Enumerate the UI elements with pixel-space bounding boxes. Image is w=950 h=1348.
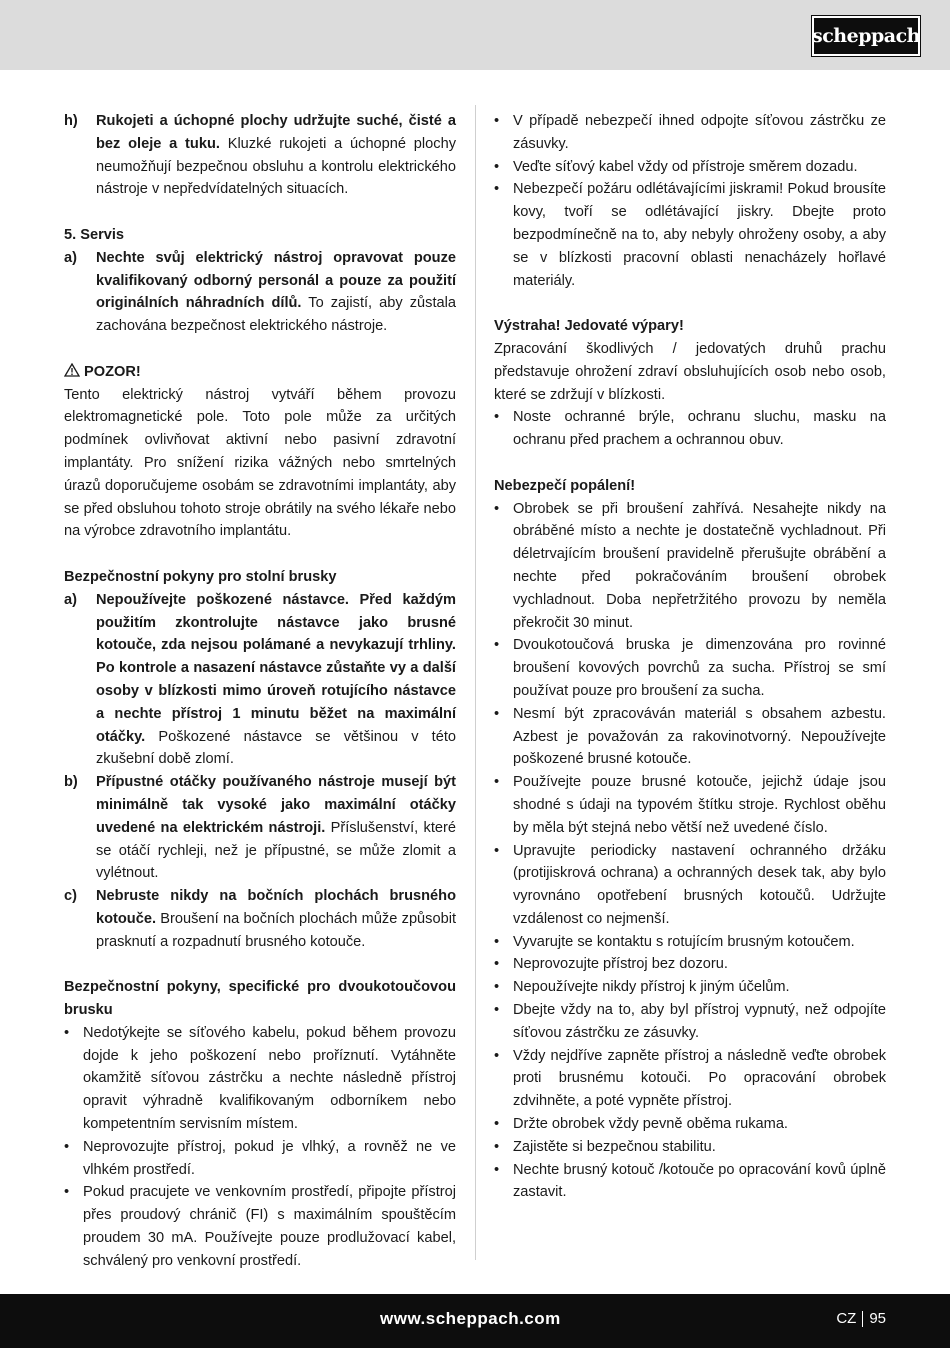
bullet-text: Nebezpečí požáru odlétávajícími jiskrami! Pokud brousíte kovy, tvoří se odlétávající jiskry. Dbejte proto bezpodmínečně na to, aby nebyly ohroženy osoby, a aby se v blízkosti pracovní oblasti nenacházely hořlavé materiály. — [513, 181, 886, 289]
left-column — [64, 110, 456, 1273]
rule-text: Kluzké rukojeti a úchopné plochy neumožňují bezpečnou obsluhu a kontrolu elektrického nástroje v nepředvídatelných situacích. — [96, 135, 456, 198]
rule-h — [64, 110, 456, 201]
rule-bold: Nebruste nikdy na bočních plochách brusného kotouče. — [96, 888, 456, 927]
bullet-item — [494, 999, 886, 1045]
bullet-item — [494, 953, 886, 976]
fumes-heading: Výstraha! Jedovaté výpary! — [494, 318, 684, 335]
bullet-item — [494, 771, 886, 839]
bullet-text: Nepoužívejte nikdy přístroj k jiným účelům. — [513, 979, 790, 996]
scheppach-logo — [812, 16, 920, 56]
rule-bold: Přípustné otáčky používaného nástroje musejí být minimálně tak vysoké jako maximální otáčky uvedené na elektrickém nástroji. — [96, 774, 456, 836]
pozor-heading — [64, 361, 456, 384]
bullet-dot-icon: • — [494, 637, 500, 654]
bullet-item — [494, 703, 886, 771]
bullet-item — [64, 1136, 456, 1182]
bullet-text: Nedotýkejte se síťového kabelu, pokud během provozu dojde k jeho poškození nebo proříznutí. Vytáhněte okamžitě síťovou zástrčku a nechte následně přístroj opravit výhradně kvalifikovaným odborníkem nebo kompetentním servisním místem. — [83, 1024, 456, 1133]
bullet-item — [494, 840, 886, 931]
bullet-item — [494, 1045, 886, 1113]
bullet-item — [494, 1136, 886, 1159]
bullet-item — [494, 498, 886, 635]
rule-item — [64, 885, 456, 953]
rule-item — [64, 771, 456, 885]
bullet-text: Držte obrobek vždy pevně oběma rukama. — [513, 1116, 788, 1133]
bullet-dot-icon: • — [494, 842, 500, 859]
bullet-text: Nechte brusný kotouč /kotouče po opracování kovů úplně zastavit. — [513, 1161, 886, 1201]
bullet-dot-icon: • — [494, 1002, 500, 1019]
bullet-item — [494, 1113, 886, 1136]
rule-label: b) — [64, 774, 78, 791]
page-footer — [0, 1294, 950, 1348]
servis-heading: 5. Servis — [64, 226, 125, 243]
bullet-dot-icon: • — [494, 705, 500, 722]
language-code: CZ — [836, 1310, 857, 1327]
bullet-item — [494, 178, 886, 292]
bullet-dot-icon: • — [494, 409, 500, 426]
bullet-dot-icon: • — [494, 158, 500, 175]
rule-item — [64, 589, 456, 771]
bullet-dot-icon: • — [494, 956, 500, 973]
bullet-item — [494, 110, 886, 156]
fumes-text: Zpracování škodlivých / jedovatých druhů prachu představuje ohrožení zdraví obsluhujících osob nebo osob, které se zdržují v blízkosti. — [494, 340, 886, 403]
pozor-title: POZOR! — [84, 363, 141, 380]
bullet-text: Dvoukotoučová bruska je dimenzována pro rovinné broušení kovových povrchů za sucha. Přístroj se smí používat pouze pro broušení za sucha. — [513, 637, 886, 699]
bullet-dot-icon: • — [494, 113, 500, 129]
bullet-dot-icon: • — [494, 181, 500, 198]
rule-text: Příslušenství, které se otáčí rychleji, než je přípustné, se může zlomit a vylétnout. — [96, 819, 456, 882]
bullet-text: Noste ochranné brýle, ochranu sluchu, masku na ochranu před prachem a ochrannou obuv. — [513, 409, 886, 449]
burn-heading: Nebezpečí popálení! — [494, 477, 636, 494]
bullet-item — [64, 1181, 456, 1272]
rule-text: Broušení na bočních plochách může způsobit prasknutí a rozpadnutí brusného kotouče. — [96, 910, 456, 950]
bullet-text: Dbejte vždy na to, aby byl přístroj vypnutý, než odpojíte síťovou zástrčku ze zásuvky. — [513, 1002, 886, 1041]
bench-list — [64, 589, 456, 954]
bullet-text: Vyvarujte se kontaktu s rotujícím brusným kotoučem. — [513, 933, 855, 950]
bullet-text: Upravujte periodicky nastavení ochranného držáku (protijiskrová ochrana) a ochranných desek tak, aby bylo vyrovnáno opotřebení brusných kotoučů. Udržujte vzdálenost co nejmenší. — [513, 842, 886, 927]
bullet-text: Vždy nejdříve zapněte přístroj a následně veďte obrobek proti brusnému kotouči. Po opracování obrobek zdvihněte, a poté vypněte přístroj. — [513, 1047, 886, 1110]
bullet-dot-icon: • — [494, 500, 500, 517]
double-list — [64, 1022, 456, 1273]
rule-label: h) — [64, 113, 78, 129]
bullet-text: Zajistěte si bezpečnou stabilitu. — [513, 1138, 716, 1155]
bullet-dot-icon: • — [494, 1047, 500, 1064]
page-info — [836, 1310, 886, 1327]
bullet-text: Pokud pracujete ve venkovním prostředí, připojte přístroj přes proudový chránič (FI) s maximálním spouštěcím proudem 30 mA. Používejte pouze prodlužovací kabel, schválený pro venkovní prostředí. — [83, 1184, 456, 1269]
separator — [862, 1311, 863, 1327]
bullet-dot-icon: • — [64, 1024, 70, 1041]
bullet-item — [494, 976, 886, 999]
rule-bold: Rukojeti a úchopné plochy udržujte suché, čisté a bez oleje a tuku. — [96, 113, 456, 152]
bullet-item — [64, 1022, 456, 1136]
column-divider — [475, 105, 476, 1260]
bullet-item — [494, 931, 886, 954]
bullet-item — [494, 156, 886, 179]
page-header — [0, 0, 950, 70]
rule-bold: Nechte svůj elektrický nástroj opravovat pouze kvalifikovaný odborný personál a pouze za použití originálních náhradních dílů. — [96, 249, 456, 312]
bullet-item — [494, 406, 886, 452]
bullet-dot-icon: • — [494, 1138, 500, 1155]
rule-servis-a — [64, 247, 456, 338]
fumes-bullet-list — [494, 406, 886, 452]
rule-label: a) — [64, 249, 77, 266]
bullet-item — [494, 634, 886, 702]
rule-label: a) — [64, 591, 77, 608]
double-heading: Bezpečnostní pokyny, specifické pro dvoukotoučovou brusku — [64, 979, 456, 1019]
bullet-text: Neprovozujte přístroj, pokud je vlhký, a rovněž ne ve vlhkém prostředí. — [83, 1138, 456, 1178]
bullet-text: Veďte síťový kabel vždy od přístroje směrem dozadu. — [513, 158, 858, 175]
burn-bullet-list — [494, 498, 886, 1205]
rule-text: To zajistí, aby zůstala zachována bezpečnost elektrického nástroje. — [96, 295, 457, 335]
bullet-dot-icon: • — [494, 1116, 500, 1133]
bullet-dot-icon: • — [494, 774, 500, 791]
rule-text: Poškozené nástavce se většinou v této zkušební době zlomí. — [96, 728, 456, 768]
bullet-dot-icon: • — [494, 979, 500, 996]
bullet-text: Obrobek se při broušení zahřívá. Nesahejte nikdy na obráběné místo a nechte je dostatečně vychladnout. Při déletrvajícím broušení pravidelně přerušujte obrábění a nechte před pokračováním broušení obrobek vychladnout. Doba nepřetržitého provozu by neměla překročit 30 minut. — [513, 500, 886, 631]
bullet-text: Nesmí být zpracováván materiál s obsahem azbestu. Azbest je považován za rakovinotvorný. Nepoužívejte poškozené brusné kotouče. — [513, 705, 886, 768]
footer-url[interactable]: www.scheppach.com — [380, 1309, 561, 1328]
rule-bold: Nepoužívejte poškozené nástavce. Před každým použitím zkontrolujte nástavce jako brusné kotouče, zda nejsou polámané a nevykazují trhliny. Po kontrole a nasazení nástavce zůstaňte vy a další osoby v blízkosti mimo úroveň rotujícího nástavce a nechte přístroj 1 minutu běžet na maximální otáčky. — [96, 591, 456, 745]
bullet-item — [494, 1159, 886, 1205]
warning-triangle-icon — [64, 363, 80, 377]
top-bullet-list — [494, 110, 886, 292]
bullet-text: V případě nebezpečí ihned odpojte síťovou zástrčku ze zásuvky. — [513, 113, 886, 152]
bullet-dot-icon: • — [494, 1161, 500, 1178]
bench-heading: Bezpečnostní pokyny pro stolní brusky — [64, 568, 337, 585]
logo-text: scheppach — [812, 25, 920, 47]
bullet-dot-icon: • — [64, 1184, 70, 1201]
right-column — [494, 110, 886, 1204]
rule-label: c) — [64, 888, 77, 905]
bullet-text: Používejte pouze brusné kotouče, jejichž údaje jsou shodné s údaji na typovém štítku stroje. Rychlost oběhu by měla být stejná nebo větší než uvedené číslo. — [513, 774, 886, 836]
bullet-text: Neprovozujte přístroj bez dozoru. — [513, 956, 728, 973]
bullet-dot-icon: • — [64, 1138, 70, 1155]
bullet-dot-icon: • — [494, 933, 500, 950]
pozor-text: Tento elektrický nástroj vytváří během provozu elektromagnetické pole. Toto pole může za určitých podmínek ovlivňovat aktivní nebo pasivní zdravotní implantáty. Pro snížení rizika vážných nebo smrtelných úrazů doporučujeme osobám se zdravotními implantáty, aby se před obsluhou tohoto stroje obrátily na svého lékaře nebo na výrobce zdravotního implantátu. — [64, 386, 456, 540]
page-number: 95 — [869, 1310, 886, 1327]
